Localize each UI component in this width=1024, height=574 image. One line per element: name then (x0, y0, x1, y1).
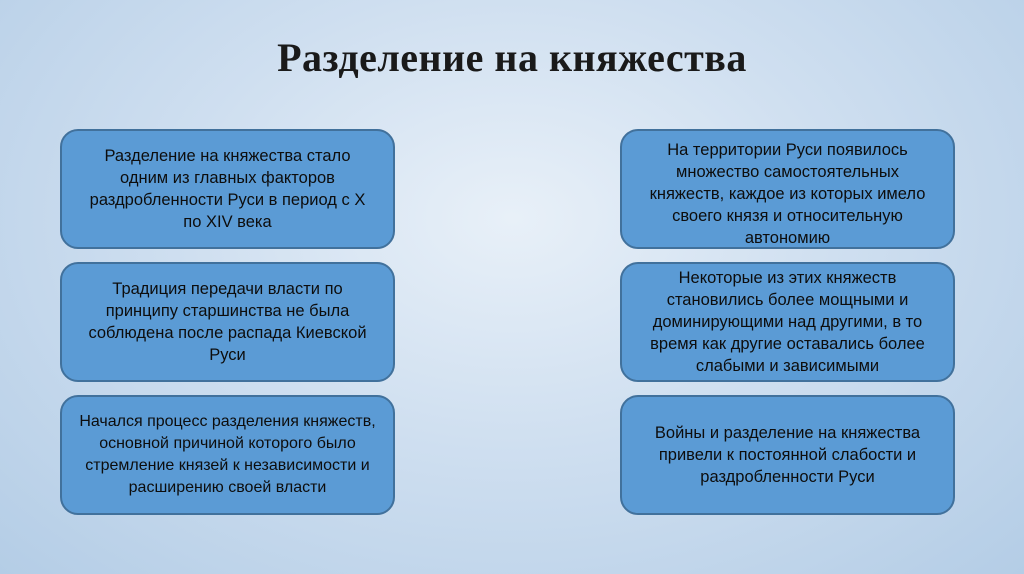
text-box-right-3 (620, 395, 955, 515)
slide-title: Разделение на княжества (277, 35, 747, 80)
text-box-right-2-text: Некоторые из этих княжеств становились более мощными и доминирующими над другими, в то время как другие оставались более слабыми и зависимыми (650, 269, 925, 375)
text-box-left-1 (60, 129, 395, 249)
text-box-right-3-text: Войны и разделение на княжества привели к постоянной слабости и раздробленности Руси (654, 424, 921, 486)
text-box-right-2 (620, 262, 955, 382)
text-box-left-2-text: Традиция передачи власти по принципу старшинства не была соблюдена после распада Киевской Руси (88, 280, 367, 364)
text-box-left-2 (60, 262, 395, 382)
text-box-right-1 (620, 129, 955, 249)
text-box-left-1-text: Разделение на княжества стало одним из главных факторов раздробленности Руси в период с X по XIV века (89, 147, 366, 231)
text-box-left-3 (60, 395, 395, 515)
text-box-right-1-text: На территории Руси появилось множество самостоятельных княжеств, каждое из которых имело своего князя и относительную автономию (649, 141, 926, 247)
text-box-left-3-text: Начался процесс разделения княжеств, основной причиной которого было стремление князей к независимости и расширению своей власти (79, 413, 376, 496)
